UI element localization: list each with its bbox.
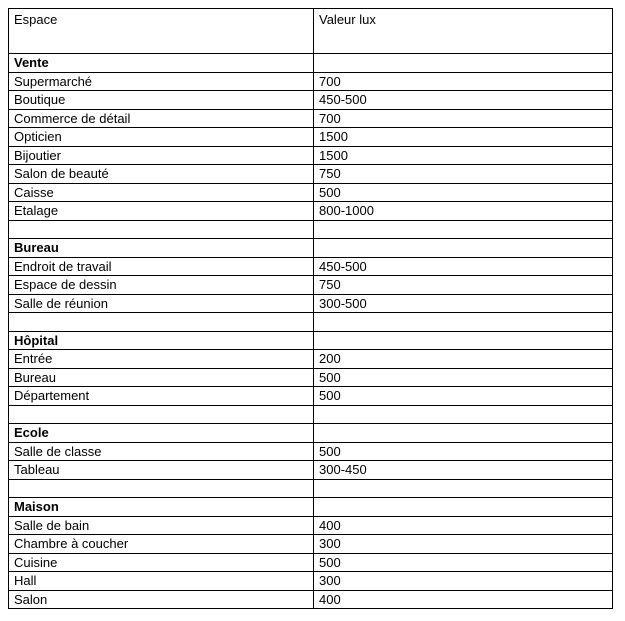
table-row bbox=[9, 572, 613, 591]
table-body bbox=[9, 54, 613, 609]
table-row bbox=[9, 183, 613, 202]
espace-cell: Espace de dessin bbox=[9, 276, 314, 295]
espace-cell: Tableau bbox=[9, 461, 314, 480]
section-name-cell: Bureau bbox=[9, 239, 314, 258]
table-row bbox=[9, 257, 613, 276]
valeur-lux-cell: 300 bbox=[314, 535, 613, 554]
valeur-lux-cell: 300 bbox=[314, 572, 613, 591]
header-row bbox=[9, 9, 613, 54]
espace-cell: Entrée bbox=[9, 350, 314, 369]
valeur-lux-cell: 500 bbox=[314, 387, 613, 406]
valeur-lux-cell: 300-450 bbox=[314, 461, 613, 480]
section-valeur-cell bbox=[314, 498, 613, 517]
valeur-lux-cell: 800-1000 bbox=[314, 202, 613, 221]
table-row bbox=[9, 128, 613, 147]
espace-cell: Bijoutier bbox=[9, 146, 314, 165]
table-row bbox=[9, 72, 613, 91]
section-name-cell: Hôpital bbox=[9, 331, 314, 350]
spacer-cell-espace bbox=[9, 313, 314, 332]
table-row bbox=[9, 535, 613, 554]
espace-cell: Endroit de travail bbox=[9, 257, 314, 276]
espace-cell: Bureau bbox=[9, 368, 314, 387]
spacer-cell-espace bbox=[9, 220, 314, 239]
section-valeur-cell bbox=[314, 54, 613, 73]
table-row bbox=[9, 202, 613, 221]
spacer-cell-espace bbox=[9, 405, 314, 424]
valeur-lux-cell: 750 bbox=[314, 276, 613, 295]
table-row bbox=[9, 368, 613, 387]
spacer-cell-valeur bbox=[314, 405, 613, 424]
table-row bbox=[9, 165, 613, 184]
section-row bbox=[9, 54, 613, 73]
espace-cell: Caisse bbox=[9, 183, 314, 202]
valeur-lux-cell: 700 bbox=[314, 109, 613, 128]
valeur-lux-cell: 200 bbox=[314, 350, 613, 369]
section-name-cell: Maison bbox=[9, 498, 314, 517]
espace-cell: Commerce de détail bbox=[9, 109, 314, 128]
table-row bbox=[9, 109, 613, 128]
table-row bbox=[9, 590, 613, 609]
valeur-lux-cell: 500 bbox=[314, 183, 613, 202]
espace-cell: Salle de réunion bbox=[9, 294, 314, 313]
valeur-lux-cell: 300-500 bbox=[314, 294, 613, 313]
espace-cell: Salon de beauté bbox=[9, 165, 314, 184]
spacer-cell-valeur bbox=[314, 479, 613, 498]
section-row bbox=[9, 498, 613, 517]
section-row bbox=[9, 331, 613, 350]
spacer-cell-valeur bbox=[314, 313, 613, 332]
valeur-lux-cell: 400 bbox=[314, 516, 613, 535]
section-valeur-cell bbox=[314, 331, 613, 350]
table-row bbox=[9, 461, 613, 480]
section-valeur-cell bbox=[314, 424, 613, 443]
lux-values-table bbox=[8, 8, 613, 609]
valeur-lux-cell: 500 bbox=[314, 553, 613, 572]
table-row bbox=[9, 350, 613, 369]
espace-cell: Cuisine bbox=[9, 553, 314, 572]
table-row bbox=[9, 294, 613, 313]
spacer-row bbox=[9, 405, 613, 424]
espace-cell: Boutique bbox=[9, 91, 314, 110]
espace-cell: Chambre à coucher bbox=[9, 535, 314, 554]
espace-cell: Salle de classe bbox=[9, 442, 314, 461]
section-valeur-cell bbox=[314, 239, 613, 258]
espace-cell: Salle de bain bbox=[9, 516, 314, 535]
espace-cell: Hall bbox=[9, 572, 314, 591]
table-row bbox=[9, 387, 613, 406]
section-name-cell: Vente bbox=[9, 54, 314, 73]
valeur-lux-cell: 750 bbox=[314, 165, 613, 184]
table-row bbox=[9, 276, 613, 295]
table-row bbox=[9, 91, 613, 110]
valeur-lux-cell: 400 bbox=[314, 590, 613, 609]
valeur-lux-cell: 500 bbox=[314, 442, 613, 461]
espace-cell: Département bbox=[9, 387, 314, 406]
table-row bbox=[9, 553, 613, 572]
valeur-lux-cell: 700 bbox=[314, 72, 613, 91]
document-page bbox=[8, 8, 613, 609]
espace-cell: Opticien bbox=[9, 128, 314, 147]
spacer-row bbox=[9, 313, 613, 332]
spacer-row bbox=[9, 220, 613, 239]
valeur-lux-cell: 1500 bbox=[314, 128, 613, 147]
section-name-cell: Ecole bbox=[9, 424, 314, 443]
valeur-lux-cell: 500 bbox=[314, 368, 613, 387]
column-header-valeur-lux: Valeur lux bbox=[314, 9, 613, 54]
column-header-espace: Espace bbox=[9, 9, 314, 54]
valeur-lux-cell: 450-500 bbox=[314, 257, 613, 276]
valeur-lux-cell: 1500 bbox=[314, 146, 613, 165]
espace-cell: Etalage bbox=[9, 202, 314, 221]
spacer-cell-valeur bbox=[314, 220, 613, 239]
valeur-lux-cell: 450-500 bbox=[314, 91, 613, 110]
espace-cell: Salon bbox=[9, 590, 314, 609]
section-row bbox=[9, 424, 613, 443]
spacer-row bbox=[9, 479, 613, 498]
section-row bbox=[9, 239, 613, 258]
table-row bbox=[9, 442, 613, 461]
espace-cell: Supermarché bbox=[9, 72, 314, 91]
table-row bbox=[9, 146, 613, 165]
spacer-cell-espace bbox=[9, 479, 314, 498]
table-row bbox=[9, 516, 613, 535]
